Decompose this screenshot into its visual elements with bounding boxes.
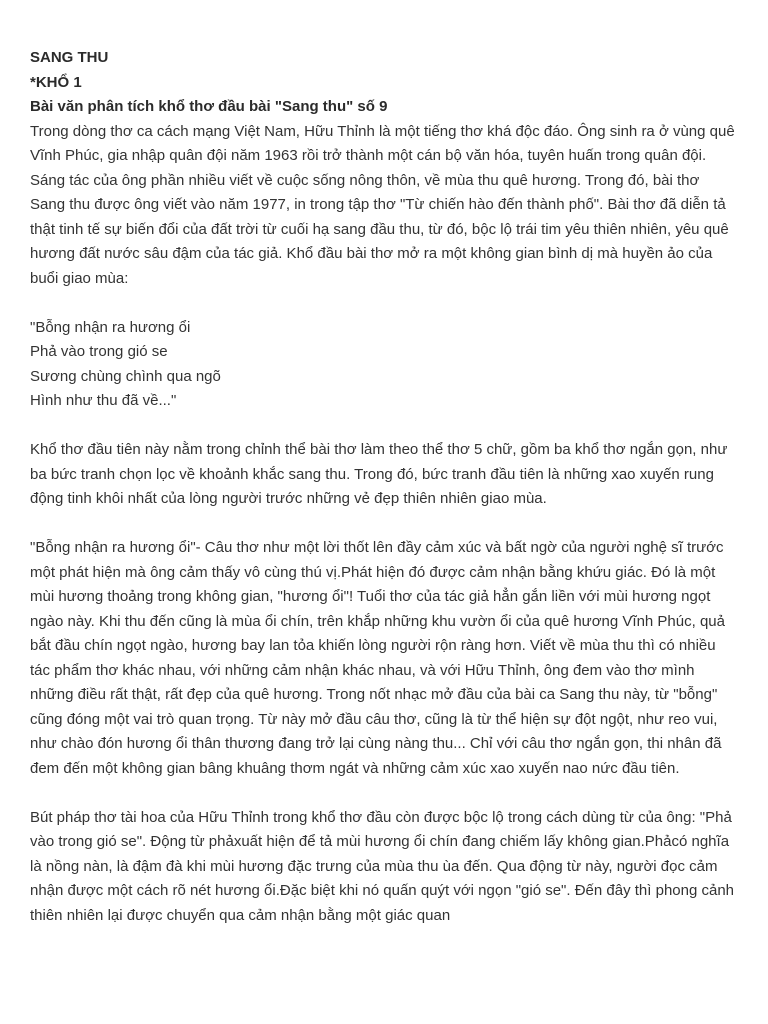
spacer xyxy=(30,414,738,439)
section-label: *KHỔ 1 xyxy=(30,73,82,91)
poem-line: Sương chùng chình qua ngõ xyxy=(30,367,221,385)
poem-line: Hình như thu đã về..." xyxy=(30,392,177,409)
poem-line: Phả vào trong gió se xyxy=(30,343,168,360)
spacer xyxy=(30,512,738,537)
spacer xyxy=(30,291,738,316)
document-title: SANG THU xyxy=(30,49,109,66)
analysis-paragraph-2: Khổ thơ đầu tiên này nằm trong chỉnh thể bài thơ làm theo thể thơ 5 chữ, gồm ba khổ thơ ngắn gọn, như ba bức tranh chọn lọc về khoảnh khắc sang thu. Trong đó, bức tranh đầu tiên là những xao xuyến rung động tinh khôi nhất của lòng người trước những vẻ đẹp thiên nhiên giao mùa. xyxy=(30,441,728,507)
spacer xyxy=(30,781,738,806)
poem-line: "Bỗng nhận ra hương ổi xyxy=(30,318,191,336)
analysis-paragraph-4: Bút pháp thơ tài hoa của Hữu Thỉnh trong khổ thơ đầu còn được bộc lộ trong cách dùng từ của ông: "Phả vào trong gió se". Động từ phảxuất hiện để tả mùi hương ổi chín đang chiếm lấy không gian.Phảcó nghĩa là nồng nàn, là đậm đà khi mùi hương đặc trưng của mùa thu ùa đến. Qua động từ này, người đọc cảm nhận được một cách rõ nét hương ổi.Đặc biệt khi nó quấn quýt với ngọn "gió se". Đến đây thì phong cảnh thiên nhiên lại được chuyển qua cảm nhận bằng một giác quan xyxy=(30,808,735,924)
analysis-paragraph-3: "Bỗng nhận ra hương ổi"- Câu thơ như một lời thốt lên đầy cảm xúc và bất ngờ của người nghệ sĩ trước một phát hiện mà ông cảm thấy vô cùng thú vị.Phát hiện đó được cảm nhận bằng khứu giác. Đó là một mùi hương thoảng trong không gian, "hương ổi"! Tuổi thơ của tác giả hẳn gắn liền với mùi hương ngọt ngào này. Khi thu đến cũng là mùa ổi chín, trên khắp những khu vườn ổi của quê hương Vĩnh Phúc, quả bắt đầu chín ngọt ngào, hương bay lan tỏa khiến lòng người rộn ràng hơn. Viết về mùa thu thì có nhiều tác phẩm thơ khác nhau, với những cảm nhận khác nhau, và với Hữu Thỉnh, ông đem vào thơ mình những điều rất thật, rất đẹp của quê hương. Trong nốt nhạc mở đầu của bài ca Sang thu này, từ "bỗng" cũng đóng một vai trò quan trọng. Từ này mở đầu câu thơ, cũng là từ thể hiện sự đột ngột, như reo vui, như chào đón hương ổi thân thương đang trở lại cùng nàng thu... Chỉ với câu thơ ngắn gọn, thi nhân đã đem đến một không gian bâng khuâng thơm ngát và những cảm xúc xao xuyến nao nức đầu tiên. xyxy=(30,539,725,777)
poem-block xyxy=(30,316,738,414)
article-subtitle: Bài văn phân tích khổ thơ đầu bài "Sang thu" số 9 xyxy=(30,98,388,115)
intro-paragraph: Trong dòng thơ ca cách mạng Việt Nam, Hữu Thỉnh là một tiếng thơ khá độc đáo. Ông sinh ra ở vùng quê Vĩnh Phúc, gia nhập quân đội năm 1963 rồi trở thành một cán bộ văn hóa, tuyên huấn trong quân đội. Sáng tác của ông phần nhiều viết về cuộc sống nông thôn, về mùa thu quê hương. Trong đó, bài thơ Sang thu được ông viết vào năm 1977, in trong tập thơ "Từ chiến hào đến thành phố". Bài thơ đã diễn tả thật tinh tế sự biến đổi của đất trời từ cuối hạ sang đầu thu, từ đó, bộc lộ trái tim yêu thiên nhiên, yêu quê hương đất nước sâu đậm của tác giả. Khổ đầu bài thơ mở ra một không gian bình dị mà huyền ảo của buổi giao mùa: xyxy=(30,122,735,287)
